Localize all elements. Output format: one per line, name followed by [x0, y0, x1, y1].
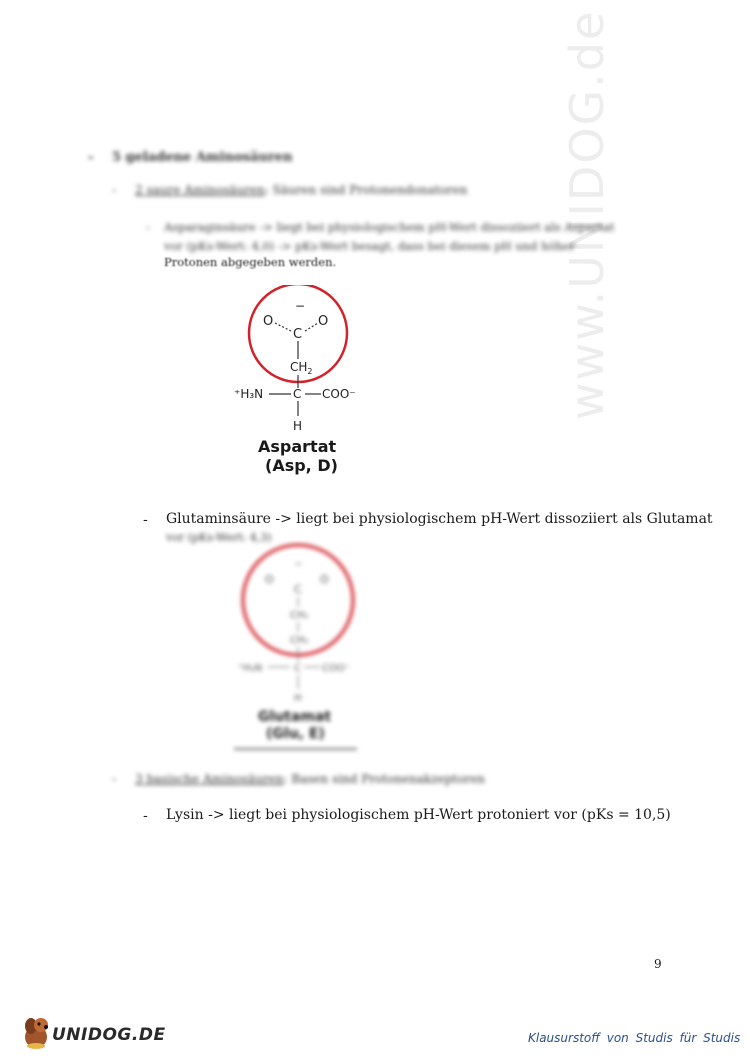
- bond-dashed-left: [275, 323, 291, 331]
- bullet-dash: -: [143, 512, 148, 528]
- carboxylate-group: COO⁻: [322, 387, 356, 401]
- asparagine-tail: Protonen abgegeben werden.: [164, 255, 337, 269]
- molecule-name: Glutamat: [258, 709, 332, 725]
- bullet-dash: -: [146, 220, 150, 234]
- oxygen-right: O: [318, 314, 329, 329]
- charge-label: −: [295, 299, 306, 313]
- bullet-dash: -: [112, 183, 117, 197]
- charge-label: −: [294, 559, 303, 570]
- asparagine-text: Asparaginsäure -> liegt bei physiologischem pH-Wert dissoziiert als Aspartat vor (pKs-Wert: 4,0) -> pKs-Wert besagt, dass bei diesem pH und höher: [164, 220, 615, 253]
- aspartate-structure: [225, 285, 385, 475]
- carboxylate-group: COO⁻: [322, 663, 351, 674]
- subheading-underlined: 3 basische Aminosäuren: [135, 772, 284, 786]
- ch2-group: $CH_2$: [290, 360, 313, 376]
- lysine-text: Lysin -> liegt bei physiologischem pH-Wert protoniert vor (pKs = 10,5): [166, 807, 671, 823]
- alpha-carbon: C: [294, 663, 301, 674]
- ch2-group-b: CH₂: [290, 635, 309, 646]
- heading-text: 5 geladene Aminosäuren: [111, 150, 293, 165]
- molecule-abbr: (Asp, D): [265, 456, 338, 475]
- carboxyl-carbon: C: [293, 327, 303, 342]
- bullet-dash: -: [112, 772, 117, 786]
- oxygen-right: O: [320, 573, 329, 586]
- bond-dashed-right: [305, 323, 318, 331]
- asparagine-paragraph: [146, 218, 626, 256]
- heading-charged-amino-acids: [88, 150, 293, 165]
- glutamic-text: Glutaminsäure -> liegt bei physiologischem pH-Wert dissoziiert als Glutamat: [166, 511, 713, 527]
- hydrogen-label: H: [294, 693, 302, 704]
- carboxyl-carbon: C: [294, 583, 302, 596]
- glutamate-structure: [232, 543, 367, 753]
- subheading-rest: : Basen sind Protonenakzeptoren: [283, 772, 486, 786]
- subheading-rest: : Säuren sind Protonendonatoren: [264, 183, 468, 197]
- hydrogen-label: H: [293, 419, 303, 433]
- logo-text: UNIDOG.DE: [52, 1025, 166, 1045]
- subheading-underlined: 2 saure Aminosäuren: [135, 183, 265, 197]
- amino-group: ⁺H₃N: [234, 387, 264, 401]
- alpha-carbon: C: [293, 387, 302, 401]
- oxygen-left: O: [263, 314, 274, 329]
- ch2-group-a: CH₂: [290, 610, 309, 621]
- bullet-dash: -: [143, 808, 148, 824]
- oxygen-left: O: [265, 573, 274, 586]
- glutamic-subtext: vor (pKs-Wert: 4,3): [166, 531, 272, 544]
- page-number: 9: [654, 957, 662, 971]
- footer-tagline: Klausurstoff von Studis für Studis: [528, 1031, 741, 1045]
- molecule-name: Aspartat: [258, 437, 337, 456]
- watermark-text: www.UNIDOG.de: [560, 9, 614, 420]
- subheading-basic: [112, 772, 485, 786]
- amino-group: ⁺H₃N: [238, 663, 263, 674]
- bullet-dash: -: [88, 150, 94, 165]
- unidog-logo[interactable]: [22, 1013, 172, 1053]
- dog-icon: [22, 1013, 56, 1051]
- molecule-abbr: (Glu, E): [266, 726, 325, 742]
- subheading-acidic: [112, 183, 467, 197]
